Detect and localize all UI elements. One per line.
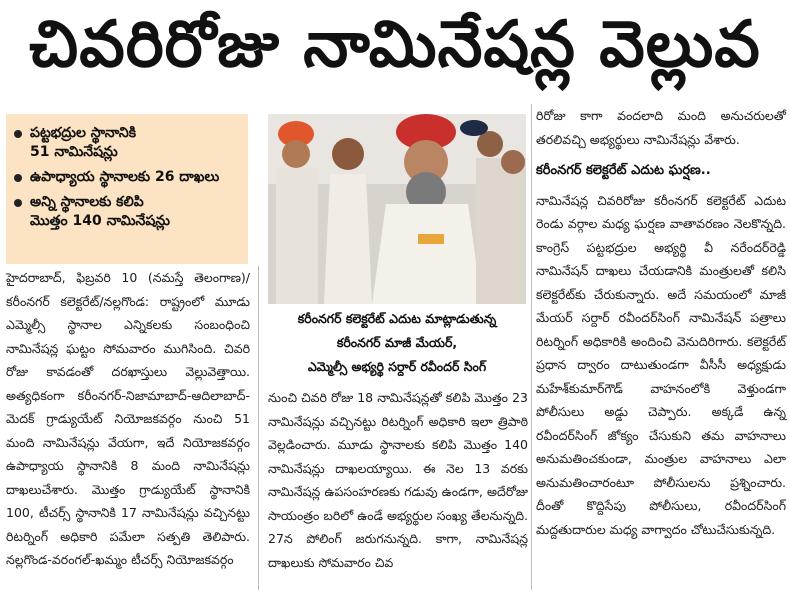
subheading: కరీంనగర్ కలెక్టరేట్ ఎదుట ఘర్షణ..: [536, 163, 711, 178]
caption-line: కరీంనగర్ మాజీ మేయర్,: [336, 335, 458, 350]
article-paragraph: నుంచి చివరి రోజు 18 నామినేషన్లతో కలిపి మొత్తం 23 నామినేషన్లు వచ్చినట్టు రిటర్నింగ్ అధికారి ఇలా త్రిపాఠి వెల్లడించారు. మూడు స్థానాలకు కలిపి మొత్తం 140 నామినేషన్లు దాఖలయ్యాయి. ఈ నెల 13 వరకు నామినేషన్ల ఉపసంహరణకు గడువు ఉండగా, అదేరోజు సాయంత్రం బరిలో ఉండే అభ్యర్థుల సంఖ్య తేలనున్నది. 27న పోలింగ్ జరుగనున్నది. కాగా, నామినేషన్ల దాఖలుకు సోమవారం చివ: [268, 390, 528, 570]
article-column-right: [536, 104, 786, 541]
highlight-line: పట్టభద్రుల స్థానానికి: [30, 125, 137, 141]
highlight-item: [14, 193, 240, 231]
highlight-item: [14, 168, 240, 187]
headline: చివరిరోజు నామినేషన్ల వెల్లువ: [29, 7, 761, 82]
bullet-icon: [14, 130, 22, 138]
caption-line: ఎమ్మెల్సీ అభ్యర్థి సర్దార్ రవీందర్ సింగ్: [307, 359, 487, 374]
bullet-icon: [14, 199, 22, 207]
article-column-left: [6, 266, 250, 572]
highlight-line: మొత్తం 140 నామినేషన్లు: [30, 213, 171, 229]
column-divider: [258, 266, 259, 590]
photo-caption: [268, 304, 526, 382]
article-paragraph: హైదరాబాద్, ఫిబ్రవరి 10 (నమస్తే తెలంగాణ)/కరీంనగర్ కలెక్టరేట్/నల్లగొండ: రాష్ట్రంలో మూడు ఎమ్మెల్సీ స్థానాల ఎన్నికలకు సంబంధించి నామినేషన్ల ఘట్టం సోమవారం ముగిసింది. చివరి రోజు కావడంతో దరఖాస్తులు వెల్లువెత్తాయి. అత్యధికంగా కరీంనగర్-నిజామాబాద్-ఆదిలాబాద్-మెదక్ గ్రాడ్యుయేట్ నియోజకవర్గం నుంచి 51 మంది నామినేషన్లు వేయగా, ఇదే నియోజకవర్గం ఉపాధ్యాయ స్థానానికి 8 మంది నామినేషన్లు దాఖలుచేశారు. మొత్తం గ్రాడ్యుయేట్ స్థానానికి 100, టీచర్స్ స్థానానికి 17 నామినేషన్లు వచ్చినట్టు రిటర్నింగ్ అధికారి పమేలా సత్పతి తెలిపారు. నల్లగొండ-వరంగల్-ఖమ్మం టీచర్స్ నియోజకవర్గం: [6, 270, 250, 567]
article-column-middle: [268, 386, 528, 574]
highlight-line: 51 నామినేషన్లు: [30, 144, 118, 160]
caption-line: కరీంనగర్ కలెక్టరేట్ ఎదుట మాట్లాడుతున్న: [297, 311, 497, 326]
column-divider: [531, 104, 532, 590]
highlight-line: ఉపాధ్యాయ స్థానాలకు 26 దాఖలు: [30, 169, 220, 185]
news-photo: [268, 114, 526, 304]
highlight-item: [14, 124, 240, 162]
article-paragraph: నామినేషన్ల చివరిరోజు కరీంనగర్ కలెక్టరేట్ ఎదుట రెండు వర్గాల మధ్య ఘర్షణ వాతావరణం నెలకొన్నది. కాంగ్రెస్ పట్టభద్రుల అభ్యర్థి వీ నరేందర్‌రెడ్డి నామినేషన్ దాఖలు చేయడానికి మంత్రులతో కలిసి కలెక్టరేట్‌కు చేరుకున్నారు. అదే సమయంలో మాజీ మేయర్ సర్దార్ రవీందర్‌సింగ్ నామినేషన్ పత్రాలు రిటర్నింగ్ అధికారికి అందించి వెనుదిరిగారు. కలెక్టరేట్ ప్రధాన ద్వారం దాటుతుండగా వీసీసీ అధ్యక్షుడు మహేశ్‌కుమార్‌గౌడ్ వాహనంలోకి వెళ్తుండగా పోలీసులు అడ్డు చెప్పారు. అక్కడే ఉన్న రవీందర్‌సింగ్ జోక్యం చేసుకుని తమ వాహనాలు అనుమతించకుండా, మంత్రుల వాహనాలు ఎలా అనుమతించారంటూ పోలీసులను ప్రశ్నించారు. దీంతో కొద్దిసేపు పోలీసులు, రవీందర్‌సింగ్ మద్దతుదారుల మధ్య వాగ్వాదం చోటుచేసుకున్నది.: [536, 192, 786, 537]
photo-illustration: [268, 114, 526, 304]
bullet-icon: [14, 174, 22, 182]
highlights-box: [6, 114, 248, 264]
article-paragraph: రిరోజు కాగా వందలాది మంది అనుచరులతో తరలివచ్చి అభ్యర్థులు నామినేషన్లు వేశారు.: [536, 108, 786, 147]
highlight-line: అన్ని స్థానాలకు కలిపి: [30, 194, 144, 210]
